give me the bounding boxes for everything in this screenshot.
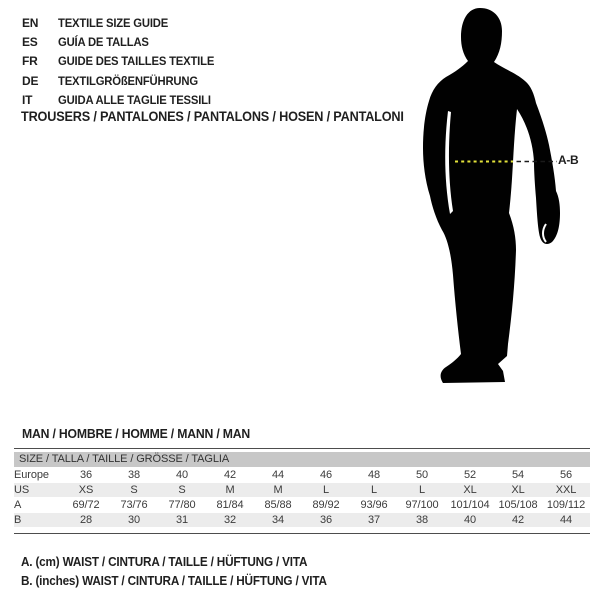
size-table-header-row — [14, 452, 590, 467]
lang-code-es: ES — [22, 34, 38, 49]
table-cell: 73/76 — [120, 498, 148, 511]
category-title-text: TROUSERS / PANTALONES / PANTALONS / HOSEN / PANTALONI — [21, 109, 404, 124]
table-cell: S — [130, 483, 138, 496]
row-label-europe: Europe — [14, 468, 49, 481]
lang-label-en: TEXTILE SIZE GUIDE — [58, 15, 169, 30]
table-cell: 30 — [127, 513, 141, 526]
table-cell: 105/108 — [498, 498, 538, 511]
row-label-a: A — [14, 498, 22, 511]
note-a — [21, 553, 346, 572]
table-cell: XXL — [555, 483, 577, 496]
table-cell: 34 — [271, 513, 285, 526]
lang-code-it: IT — [22, 92, 33, 107]
table-cell: 56 — [559, 468, 573, 481]
table-cell: XS — [78, 483, 94, 496]
language-list — [22, 13, 224, 109]
table-cell: 42 — [223, 468, 237, 481]
table-cell: 42 — [511, 513, 525, 526]
table-cell: S — [178, 483, 186, 496]
gender-title-text: MAN / HOMBRE / HOMME / MANN / MAN — [22, 426, 251, 441]
lang-label-fr: GUIDE DES TAILLES TEXTILE — [58, 54, 215, 69]
measure-label-ab: A-B — [558, 153, 579, 167]
table-cell: 40 — [463, 513, 477, 526]
table-cell: 109/112 — [546, 498, 586, 511]
table-cell: 46 — [319, 468, 333, 481]
table-cell: 81/84 — [216, 498, 244, 511]
lang-code-fr: FR — [22, 54, 38, 69]
table-cell: 40 — [175, 468, 189, 481]
lang-code-en: EN — [22, 15, 39, 30]
table-row-b-inches — [14, 512, 590, 527]
table-cell: M — [273, 483, 283, 496]
table-cell: 32 — [223, 513, 237, 526]
man-silhouette-figure — [400, 0, 600, 400]
table-cell: 36 — [79, 468, 93, 481]
table-cell: 38 — [415, 513, 429, 526]
row-label-b: B — [14, 513, 22, 526]
table-bottom-rule — [14, 533, 590, 534]
man-silhouette-icon — [423, 8, 560, 383]
size-table — [14, 452, 590, 528]
table-cell: 52 — [463, 468, 477, 481]
lang-row-it — [22, 90, 224, 109]
lang-row-es — [22, 32, 224, 51]
table-cell: 44 — [271, 468, 285, 481]
lang-code-de: DE — [22, 73, 39, 88]
table-cell: L — [418, 483, 426, 496]
table-cell: 101/104 — [450, 498, 490, 511]
note-a-text: A. (cm) WAIST / CINTURA / TAILLE / HÜFTUNG / VITA — [21, 555, 308, 569]
table-cell: 54 — [511, 468, 525, 481]
table-cell: 38 — [127, 468, 141, 481]
table-cell: 97/100 — [405, 498, 439, 511]
lang-row-en — [22, 13, 224, 32]
table-row-europe — [14, 467, 590, 482]
note-b — [21, 572, 346, 591]
table-row-us — [14, 482, 590, 497]
category-title — [21, 109, 428, 124]
table-cell: 77/80 — [168, 498, 196, 511]
lang-label-de: TEXTILGRÖßENFÜHRUNG — [58, 73, 198, 88]
note-b-text: B. (inches) WAIST / CINTURA / TAILLE / HÜFTUNG / VITA — [21, 573, 327, 588]
table-cell: 50 — [415, 468, 429, 481]
table-row-a-cm — [14, 497, 590, 512]
table-cell: 44 — [559, 513, 573, 526]
lang-label-it: GUIDA ALLE TAGLIE TESSILI — [58, 92, 211, 107]
lang-row-fr — [22, 52, 224, 71]
table-cell: 89/92 — [312, 498, 340, 511]
table-cell: 69/72 — [72, 498, 100, 511]
lang-row-de — [22, 71, 224, 90]
table-cell: L — [322, 483, 330, 496]
table-cell: 93/96 — [360, 498, 388, 511]
table-cell: XL — [511, 483, 525, 496]
table-top-rule — [14, 448, 590, 449]
table-cell: 48 — [367, 468, 381, 481]
table-cell: 85/88 — [264, 498, 292, 511]
lang-label-es: GUÍA DE TALLAS — [58, 34, 149, 49]
table-cell: XL — [463, 483, 477, 496]
row-label-us: US — [14, 483, 30, 496]
table-cell: 36 — [319, 513, 333, 526]
table-cell: M — [225, 483, 235, 496]
table-cell: 37 — [367, 513, 381, 526]
table-cell: L — [370, 483, 378, 496]
gender-title — [22, 426, 265, 441]
table-cell: 31 — [175, 513, 189, 526]
table-cell: 28 — [79, 513, 93, 526]
measurement-notes — [21, 553, 346, 590]
size-table-header: SIZE / TALLA / TAILLE / GRÖSSE / TAGLIA — [19, 453, 230, 466]
